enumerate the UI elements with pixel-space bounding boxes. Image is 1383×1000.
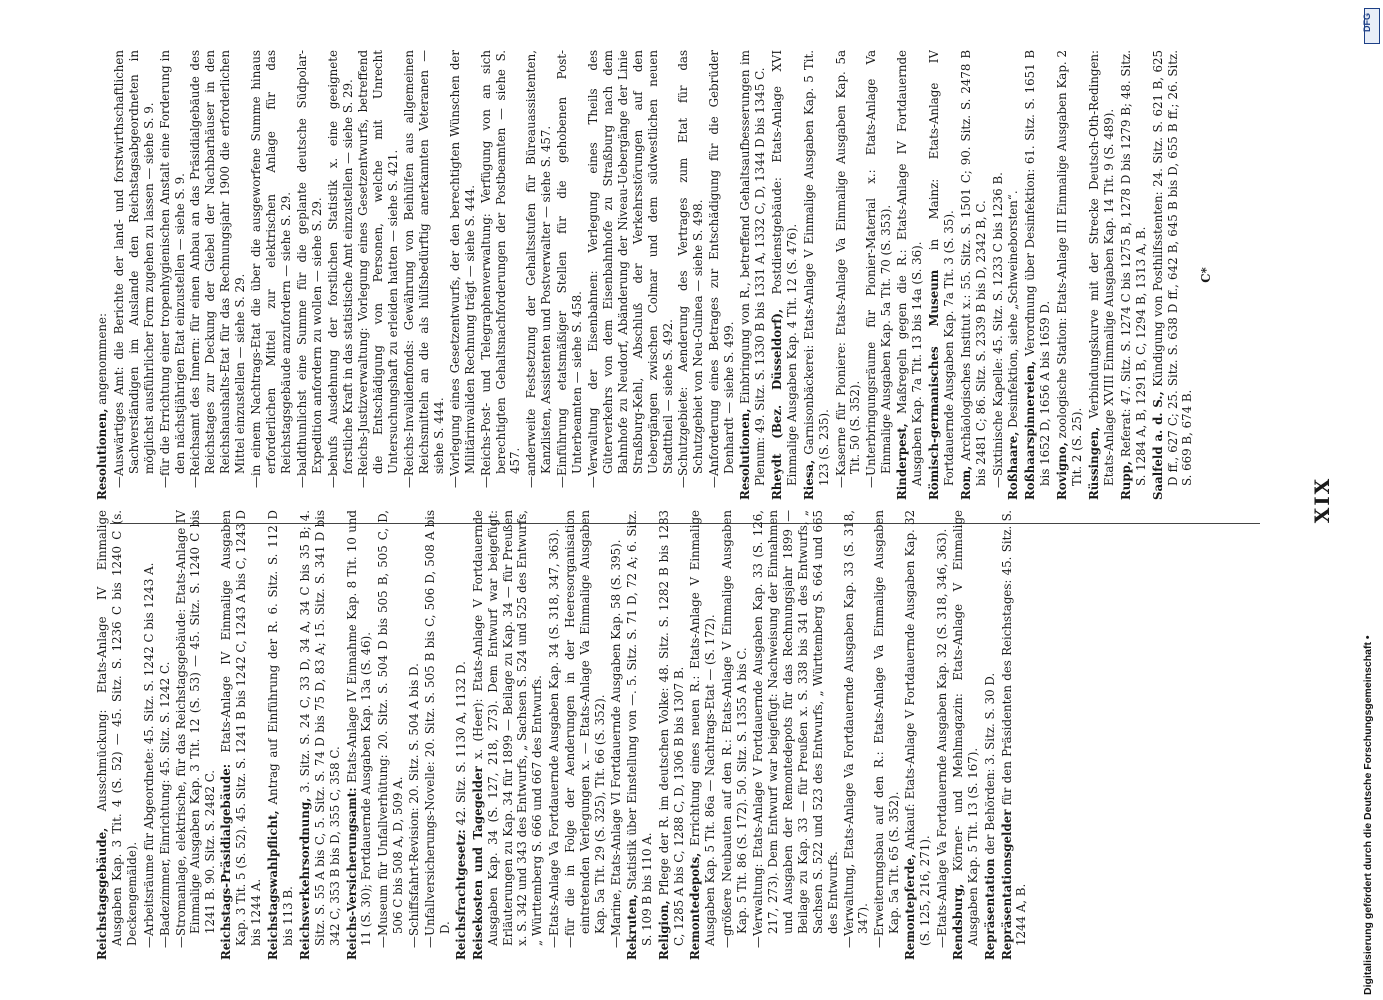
- index-subentry: [407, 510, 422, 960]
- subentry-text: Auswärtiges Amt: die Berichte der land- und forstwirthschaftlichen Sachverständigen im Auslande den Reichstagsabgeordneten in möglichst ausführlicher Form zugehen zu lassen — siehe S. 9.: [111, 50, 156, 476]
- index-subentry: [864, 50, 894, 500]
- index-entry: [657, 510, 687, 960]
- entry-heading: Reichsverkehrsordnung,: [297, 797, 312, 960]
- entry-heading: Remontedepots,: [688, 852, 703, 960]
- repeat-dash: —: [173, 936, 188, 948]
- entry-heading: Rupp,: [1118, 461, 1133, 500]
- repeat-dash: —: [376, 936, 391, 948]
- entry-text: für den Präsidenten des Reichstages: 45. Sitz. S. 1244 A, B.: [999, 510, 1029, 946]
- repeat-dash: —: [325, 476, 340, 488]
- index-subentry: [935, 510, 950, 960]
- index-subentry: [356, 50, 401, 500]
- index-entry: [802, 50, 832, 500]
- index-entry: [266, 510, 296, 960]
- subentry-text: Schiffsfahrt-Revision: 20. Sitz. S. 504 A bis D.: [407, 663, 422, 936]
- entry-text: Einbringung von R., betreffend Gehaltsaufbesserungen im Plenum: 49. Sitz. S. 1330 B bis 1331 A, 1332 C, D, 1344 D bis 1345 C.: [738, 50, 767, 486]
- subentry-text: Verwaltung, Etats-Anlage Va Fortdauernde Ausgaben Kap. 33 (S. 318, 347).: [841, 510, 871, 936]
- entry-text: Ausschmückung: Etats-Anlage IV Einmalige Ausgaben Kap. 3 Tit. 4 (S. 52) — 45. Sitz. S. 1236 C bis 1240 C (s. Deckengemälde).: [95, 510, 139, 946]
- index-entry: [895, 50, 925, 500]
- index-subentry: [479, 50, 524, 500]
- entry-heading: Reichstagsgebäude,: [95, 827, 109, 960]
- index-entry: [738, 50, 768, 500]
- repeat-dash: —: [676, 476, 691, 488]
- index-entry: [454, 510, 469, 960]
- index-subentry: [326, 50, 356, 500]
- subentry-text: Etats-Anlage Va Fortdauernde Ausgaben Kap. 32 (S. 318, 346, 363).: [934, 528, 949, 936]
- entry-text: Postdienstgebäude: Etats-Anlage XVI Einmalige Ausgaben Kap. 4 Tit. 12 (S. 476).: [769, 50, 799, 486]
- repeat-dash: —: [478, 476, 493, 488]
- repeat-dash: —: [407, 936, 422, 948]
- entry-text: 42. Sitz. S. 1130 A, 1132 D.: [453, 661, 468, 830]
- subentry-text: Sixtinische Kapelle: 45. Sitz. S. 1233 C bis 1236 B.: [990, 172, 1005, 476]
- repeat-dash: —: [872, 936, 887, 948]
- entry-text: Etats-Anlage IV Einnahme Kap. 8 Tit. 10 und 11 (S. 30); Fortdauernde Ausgaben Kap. 13a (S. 46).: [344, 510, 374, 946]
- repeat-dash: —: [934, 936, 949, 948]
- repeat-dash: —: [720, 936, 735, 948]
- entry-heading: Reichsfrachtgesetz:: [453, 829, 468, 960]
- index-entry: [951, 510, 981, 960]
- repeat-dash: —: [188, 476, 203, 488]
- repeat-dash: —: [990, 476, 1005, 488]
- entry-heading: Rüssingen,: [1087, 426, 1101, 500]
- subentry-text: Etats-Anlage Va Fortdauernde Ausgaben Kap. 34 (S. 318, 347, 363).: [547, 528, 562, 936]
- index-entry: [1087, 50, 1117, 500]
- entry-heading: Resolutionen,: [95, 408, 109, 500]
- entry-heading: Saalfeld a. d. S.,: [1150, 391, 1165, 500]
- entry-text: Maßregeln gegen die R.: Etats-Anlage IV Fortdauernde Ausgaben Kap. 7a Tit. 13 bis 14a (S. 36).: [895, 50, 925, 486]
- entry-heading: Reisekosten und Tagegelder: [470, 766, 485, 960]
- entry-heading: Roßhaarspinnereien,: [1023, 360, 1038, 500]
- repeat-dash: —: [841, 936, 856, 948]
- entry-text: Pflege der R. im deutschen Volke: 48. Sitz. S. 1282 B bis 1283 C, 1285 A bis C, 1288 C, D, 1306 B bis 1307 B.: [656, 510, 686, 946]
- entry-heading: Reichstagswahlpflicht,: [265, 810, 280, 960]
- digitization-strip: [1360, 0, 1383, 1000]
- index-entry: [1055, 50, 1085, 500]
- entry-text: Errichtung eines neuen R.: Etats-Anlage V Einmalige Ausgaben Kap. 5 Tit. 86a — Nachtrags-Etat — (S. 172).: [688, 510, 718, 946]
- index-entry: [1151, 50, 1196, 500]
- index-entry: [95, 510, 140, 960]
- repeat-dash: —: [294, 476, 309, 488]
- repeat-dash: —: [249, 476, 264, 488]
- entry-heading: Rekruten,: [624, 894, 639, 960]
- index-subentry: [188, 50, 248, 500]
- entry-text: Verbindungskurve mit der Strecke Deutsch-Oth-Redingen: Etats-Anlage XVIII Einmalige Ausgaben Kap. 14 Tit. 9 (S. 489).: [1087, 50, 1116, 486]
- index-entry: [688, 510, 718, 960]
- index-entry: [983, 510, 998, 960]
- entry-text: Statistik über Einstellung von —. 5. Sitz. S. 71 D, 72 A; 6. Sitz. S. 109 B bis 110 A.: [624, 510, 654, 946]
- repeat-dash: —: [423, 936, 438, 948]
- repeat-dash: —: [157, 936, 172, 948]
- index-entry: [927, 50, 957, 500]
- index-subentry: [402, 50, 447, 500]
- subentry-text: Einführung etatsmäßiger Stellen für die gehobenen Post-Unterbeamten — siehe S. 458.: [555, 50, 585, 476]
- entry-heading: Rendsburg,: [950, 883, 965, 960]
- index-entry: [770, 50, 800, 500]
- entry-text: Referat: 47. Sitz. S. 1274 C bis 1275 B, 1278 D bis 1279 B; 48. Sitz. S. 1284 A, B, 1291 B, C, 1294 B, 1313 A, B.: [1118, 50, 1148, 486]
- subentry-text: Unterbringungsräume für Pionier-Material x.: Etats-Anlage Va Einmalige Ausgaben Kap. 5a Tit. 70 (S. 353).: [864, 50, 894, 476]
- subentry-text: Marine, Etats-Anlage VI Fortdauernde Ausgaben Kap. 58 (S. 395).: [608, 539, 623, 936]
- entry-heading: Repräsentation: [982, 858, 997, 960]
- entry-text: Körner- und Mehlmagazin: Etats-Anlage V Einmalige Ausgaben Kap. 5 Tit. 13 (S. 167).: [950, 510, 980, 946]
- subentry-text: Stromanlage, elektrische, für das Reichstagsgebäude: Etats-Anlage IV Einmalige Ausgaben Kap. 3 Tit. 12 (S. 53) — 45. Sitz. S. 1240 C bis 1241 B. 90. Sitz. S. 2482 C.: [173, 510, 218, 936]
- subentry-text: Vorlegung eines Gesetzentwurfs, der den berechtigten Wünschen der Militärinvaliden Rechnung trägt — siehe S. 444.: [447, 50, 477, 476]
- subentry-text: in einem Nachtrags-Etat die über die ausgeworfene Summe hinaus erforderlichen Mittel zur elektrischen Anlage für das Reichstagsgebäude anzufordern — siehe S. 29.: [249, 50, 293, 476]
- entry-heading: Rinderpest,: [895, 423, 910, 500]
- index-subentry: [720, 510, 750, 960]
- index-entry: [1000, 510, 1030, 960]
- index-subentry: [142, 510, 157, 960]
- digitization-notice: Digitalisierung gefördert durch die Deutsche Forschungsgemeinschaft •: [1362, 635, 1374, 995]
- dfg-logo-text: DFG: [1362, 13, 1372, 32]
- entry-text: Antrag auf Einführung der R. 6. Sitz. S. 112 D bis 113 B.: [265, 510, 295, 946]
- entry-text: Archäologisches Institut x.: 55. Sitz. S. 1501 C; 90. Sitz. S. 2478 B bis 2481 C; 86. Sitz. S. 2339 B bis D, 2342 B, C.: [958, 50, 988, 486]
- signature-mark: C*: [1199, 267, 1214, 283]
- index-entry: [1119, 50, 1149, 500]
- index-subentry: [991, 50, 1006, 500]
- repeat-dash: —: [751, 936, 766, 948]
- entry-text: Desinfektion, siehe „Schweineborsten“.: [1006, 190, 1021, 432]
- entry-heading: Riesa,: [801, 459, 816, 500]
- index-subentry: [524, 50, 554, 500]
- entry-heading: Religion,: [656, 900, 671, 960]
- index-subentry: [676, 50, 706, 500]
- index-subentry: [555, 50, 585, 500]
- entry-text: Etats-Anlage IV Einmalige Ausgaben Kap. 3 Tit. 5 (S. 52). 45. Sitz. S. 1241 B bis 1242 C, 1243 A bis C, 1243 D bis 1244 A.: [219, 510, 264, 946]
- index-subentry: [448, 50, 478, 500]
- index-left-column: [95, 510, 1260, 960]
- repeat-dash: —: [141, 936, 156, 948]
- entry-text: angenommene:: [95, 313, 109, 409]
- index-entry: [625, 510, 655, 960]
- entry-heading: Römisch-germanisches Museum: [926, 269, 941, 500]
- entry-heading: Resolutionen,: [738, 408, 753, 500]
- subentry-text: Museum für Unfallverhütung: 20. Sitz. S. 504 D bis 505 B, 505 C, D, 506 C bis 508 A, D, 509 A.: [376, 510, 406, 936]
- subentry-text: Reichs-Invalidenfonds: Gewährung von Beihülfen aus allgemeinen Reichsmitteln an die als hülfsbedürftig anerkannten Veteranen — siehe S. 444.: [402, 50, 446, 476]
- entry-heading: Rovigno,: [1055, 442, 1070, 500]
- entry-heading: Repräsentationsgelder: [999, 809, 1014, 960]
- subentry-text: Badezimmer, Einrichtung: 45. Sitz. S. 1242 C.: [157, 661, 172, 936]
- index-subentry: [547, 510, 562, 960]
- subentry-text: Reichs-Justizverwaltung: Vorlegung eines Gesetzentwurfs, betreffend die Entschädigung von Personen, welche mit Unrecht Untersuchungshaft zu erleiden hatten — siehe S. 421.: [356, 50, 401, 476]
- index-entry: [345, 510, 375, 960]
- subentry-text: Schutzgebiete: Aenderung des Vertrages zum Etat für das Schutzgebiet von Neu-Guinea — siehe S. 498.: [676, 50, 706, 476]
- repeat-dash: —: [356, 476, 371, 488]
- subentry-text: Verwaltung der Eisenbahnen: Verlegung eines Theils des Güterverkehrs von dem Eisenbahnhofe zu Straßburg nach dem Bahnhofe zu Neudorf, Abänderung der Niveau-Uebergänge der Linie Straßburg-Kehl, Abschluß der Verkehrsstörungen auf den Uebergängen zwischen Colmar und dem südwestlichen neuen Stadttheil — siehe S. 492.: [586, 50, 675, 476]
- index-entry: [95, 50, 110, 500]
- index-subentry: [295, 50, 325, 500]
- repeat-dash: —: [707, 476, 722, 488]
- index-subentry: [376, 510, 406, 960]
- subentry-text: Verwaltung: Etats-Anlage V Fortdauernde Ausgaben Kap. 33 (S. 126, 217, 273). Dem Entwurf war beigefügt: Nachweisung der Einnahmen und Ausgaben der Remontedepots für das Rechnungsjahr 1899 — Beilage zu Kap. 33 — für Preußen x. S. 338 bis 341 des Entwurfs, „ Sachsen S. 522 und 523 des Entwurfs, „ Württemberg S. 664 und 665 des Entwurfs.: [751, 510, 840, 936]
- subentry-text: für die in Folge der Aenderungen in der Heeresorganisation eintretenden Verlegungen x. — Etats-Anlage Va Einmalige Ausgaben Kap. 5a Tit. 29 (S. 325), Tit. 66 (S. 352).: [563, 510, 607, 936]
- index-subentry: [158, 50, 188, 500]
- subentry-text: Erweiterungsbau auf den R.: Etats-Anlage Va Einmalige Ausgaben Kap. 5a Tit. 65 (S. 352).: [872, 510, 902, 936]
- repeat-dash: —: [447, 476, 462, 488]
- entry-heading: Roßhaare,: [1006, 431, 1021, 500]
- entry-heading: Rom,: [958, 465, 973, 500]
- index-subentry: [174, 510, 219, 960]
- entry-text: 3. Sitz. S. 24 C, 33 D, 34 A, 34 C bis 35 B; 4. Sitz. S. 55 A bis C, 5. Sitz. S. 74 D bis 75 D, 83 A; 15. Sitz. S. 341 D bis 342 C, 353 B bis D, 355 C, 358 C.: [297, 510, 342, 946]
- page-number: XIX: [1310, 476, 1334, 524]
- entry-text: Ankauf: Etats-Anlage V Fortdauernde Ausgaben Kap. 32 (S. 125, 216, 271).: [903, 510, 933, 946]
- subentry-text: baldthunlichst eine Summe für die geplante deutsche Südpolar-Expedition anfordern zu wollen — siehe S. 29.: [294, 50, 324, 476]
- repeat-dash: —: [833, 476, 848, 488]
- entry-text: der Behörden: 3. Sitz. S. 30 D.: [982, 672, 997, 859]
- repeat-dash: —: [111, 476, 126, 488]
- repeat-dash: —: [157, 476, 172, 488]
- index-entry: [959, 50, 989, 500]
- repeat-dash: —: [864, 476, 879, 488]
- index-subentry: [563, 510, 608, 960]
- subentry-text: für die Errichtung einer tropenhygienischen Anstalt eine Forderung in den nächstjährigen Etat einzustellen — siehe S. 9.: [157, 50, 187, 476]
- index-subentry: [423, 510, 453, 960]
- repeat-dash: —: [547, 936, 562, 948]
- repeat-dash: —: [555, 476, 570, 488]
- subentry-text: Anforderung eines Betrages zur Entschädigung für die Gebrüder Denhardt — siehe S. 499.: [707, 50, 737, 476]
- index-entry: [1006, 50, 1021, 500]
- entry-text: in Mainz: Etats-Anlage IV Fortdauernde Ausgaben Kap. 7a Tit. 3 (S. 35).: [926, 50, 956, 486]
- index-entry: [219, 510, 264, 960]
- subentry-text: Kaserne für Pioniere: Etats-Anlage Va Einmalige Ausgaben Kap. 5a Tit. 50 (S. 352).: [833, 50, 863, 476]
- index-subentry: [872, 510, 902, 960]
- subentry-text: Reichsamt des Innern: für einen Anbau an das Präsidialgebäude des Reichstages zur Deckung der Giebel der Nachbarhäuser in den Reichshaushalts-Etat für das Rechnungsjahr 1900 die erforderlichen Mittel einzustellen — siehe S. 29.: [188, 50, 248, 476]
- entry-text: x. (Heer): Etats-Anlage V Fortdauernde Ausgaben Kap. 34 (S. 127, 218, 273). Dem Entwurf war beigefügt: Erläuterungen zu Kap. 34 für 1899 — Beilage zu Kap. 34 — für Preußen x. S. 342 und 343 des Entwurfs, „ Sachsen S. 524 und 525 des Entwurfs, „ Württemberg S. 666 und 667 des Entwurfs.: [470, 510, 545, 946]
- index-subentry: [609, 510, 624, 960]
- repeat-dash: —: [402, 476, 417, 488]
- index-entry: [298, 510, 343, 960]
- subentry-text: anderweite Festsetzung der Gehaltsstufen für Büreauassistenten, Kanzlisten, Assistenten und Postverwalter — siehe S. 457.: [524, 50, 554, 476]
- entry-heading: Rheydt (Bez. Düsseldorf),: [769, 308, 784, 500]
- subentry-text: Reichs-Post- und Telegraphenverwaltung: Verfügung von an sich berechtigten Gehaltsnachforderungen der Postbeamten — siehe S. 457.: [478, 50, 523, 476]
- index-right-column: [95, 50, 1260, 500]
- index-entry: [903, 510, 933, 960]
- entry-heading: Reichs-Versicherungsamt:: [344, 787, 359, 960]
- index-subentry: [112, 50, 157, 500]
- index-subentry: [707, 50, 737, 500]
- index-subentry: [158, 510, 173, 960]
- repeat-dash: —: [563, 936, 578, 948]
- entry-heading: Remontepferde,: [903, 853, 918, 960]
- index-subentry: [751, 510, 840, 960]
- index-subentry: [834, 50, 864, 500]
- entry-text: Garnisonbäckerei: Etats-Anlage V Einmalige Ausgaben Kap. 5 Tit. 123 (S. 235).: [801, 50, 831, 486]
- repeat-dash: —: [586, 476, 600, 488]
- index-entry: [1023, 50, 1053, 500]
- repeat-dash: —: [608, 936, 623, 948]
- index-subentry: [249, 50, 294, 500]
- subentry-text: Arbeitsräume für Abgeordnete: 45. Sitz. S. 1242 C bis 1243 A.: [141, 562, 156, 936]
- subentry-text: behufs Ausdehnung der forstlichen Statistik x. eine geeignete forstliche Kraft in das statistische Amt einzustellen — siehe S. 29.: [325, 50, 355, 476]
- repeat-dash: —: [524, 476, 539, 488]
- entry-heading: Reichstags-Präsidialgebäude:: [219, 763, 234, 960]
- index-entry: [471, 510, 546, 960]
- subentry-text: größere Neubauten auf den R.: Etats-Anlage V Einmalige Ausgaben Kap. 5 Tit. 86 (S. 172). 50. Sitz. S. 1355 A bis C.: [720, 510, 750, 936]
- index-subentry: [586, 50, 675, 500]
- index-subentry: [842, 510, 872, 960]
- entry-text: Kündigung von Posthilfsstenten: 24. Sitz. S. 621 B, 625 D ff., 627 C; 25. Sitz. S. 638 D ff., 642 B, 645 B bis D, 655 B ff.; 26. Sitz. S. 669 B, 674 B.: [1150, 50, 1195, 486]
- subentry-text: Unfallversicherungs-Novelle: 20. Sitz. S. 505 B bis C, 506 D, 508 A bis D.: [423, 510, 452, 936]
- entry-text: zoologische Station: Etats-Anlage III Einmalige Ausgaben Kap. 2 Tit. 2 (S. 25).: [1055, 50, 1085, 486]
- entry-text: Verordnung über Desinfektion: 61. Sitz. S. 1651 B bis 1652 D, 1656 A bis 1659 D.: [1023, 50, 1053, 486]
